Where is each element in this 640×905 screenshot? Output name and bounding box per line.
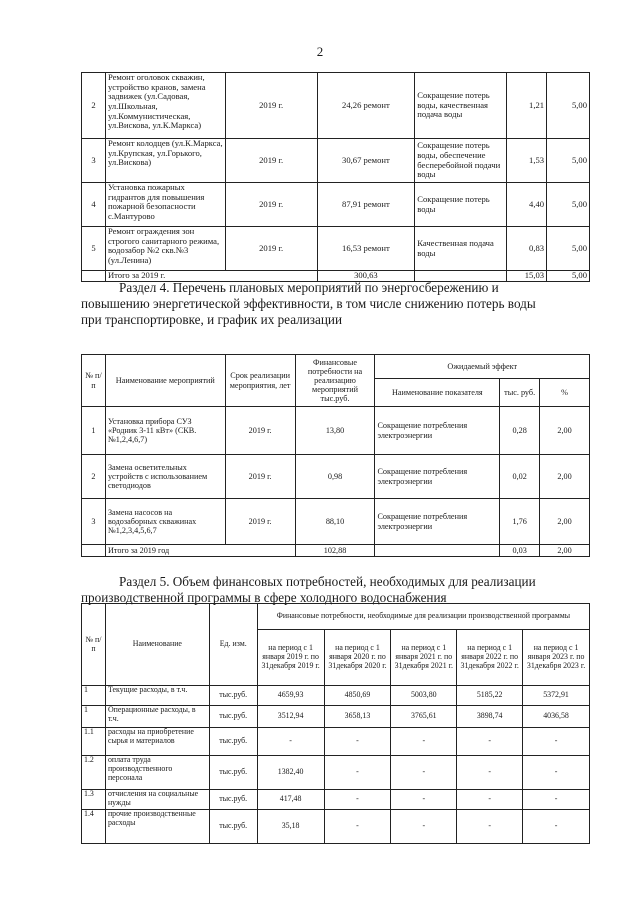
year-cell: 2019 г.: [225, 183, 317, 227]
item-name: Текущие расходы, в т.ч.: [105, 686, 209, 706]
value-cell: -: [391, 756, 457, 790]
table-row: [82, 73, 590, 139]
section5-heading: Раздел 5. Объем финансовых потребностей, необходимых для реализации производственной программы в сфере холодного водоснабжения: [81, 574, 536, 605]
row-number: 1: [82, 706, 106, 728]
measure-name: Ремонт оголовок скважин, устройство кранов, замена задвижек (ул.Садовая, ул.Школьная, ул.Коммунистическая, ул.Вискова, ул.К.Маркса): [105, 73, 225, 139]
row-number: 1.3: [82, 790, 106, 810]
cost-cell: 30,67 ремонт: [317, 139, 415, 183]
value-cell: 5185,22: [457, 686, 523, 706]
value-cell: 3765,61: [391, 706, 457, 728]
measure-name: Замена насосов на водозаборных скважинах №1,2,3,4,5,6,7: [105, 499, 225, 545]
value-cell: 35,18: [257, 810, 324, 844]
value-cell: -: [523, 810, 590, 844]
table-row: [82, 139, 590, 183]
total-value: 15,03: [507, 271, 547, 282]
section4-heading: Раздел 4. Перечень плановых мероприятий по энергосбережению и повышению энергетической эффективности, в том числе снижению потерь воды при транспортировке, и график их реализации: [81, 280, 536, 327]
year-cell: 2019 г.: [225, 499, 295, 545]
header-num: № п/п: [82, 355, 106, 407]
value-cell: 5,00: [547, 73, 590, 139]
value-cell: -: [257, 728, 324, 756]
value-cell: 2,00: [540, 499, 590, 545]
year-cell: 2019 г.: [225, 455, 295, 499]
value-cell: 4659,93: [257, 686, 324, 706]
indicator-cell: Сокращение потребления электроэнергии: [375, 407, 500, 455]
table-row: [82, 810, 590, 844]
year-cell: 2019 г.: [225, 227, 317, 271]
value-cell: 417,48: [257, 790, 324, 810]
unit-cell: тыс.руб.: [209, 790, 257, 810]
row-number: 3: [82, 499, 106, 545]
year-cell: 2019 г.: [225, 407, 295, 455]
header-name: Наименование мероприятий: [105, 355, 225, 407]
value-cell: 5,00: [547, 139, 590, 183]
header-effect: Ожидаемый эффект: [375, 355, 590, 379]
empty-cell: [82, 545, 106, 557]
item-name: Операционные расходы, в т.ч.: [105, 706, 209, 728]
row-number: 2: [82, 73, 106, 139]
header-name: Наименование: [105, 604, 209, 686]
value-cell: -: [391, 810, 457, 844]
effect-cell: Сокращение потерь воды: [415, 183, 507, 227]
row-number: 1.1: [82, 728, 106, 756]
year-cell: 2019 г.: [225, 73, 317, 139]
value-cell: -: [324, 810, 391, 844]
value-cell: 5372,91: [523, 686, 590, 706]
measure-name: Установка пожарных гидрантов для повышения пожарной безопасности с.Мантурово: [105, 183, 225, 227]
row-number: 1.4: [82, 810, 106, 844]
table-row: [82, 728, 590, 756]
financing-cell: 13,80: [295, 407, 375, 455]
value-cell: -: [324, 790, 391, 810]
cost-cell: 16,53 ремонт: [317, 227, 415, 271]
value-cell: 5003,80: [391, 686, 457, 706]
header-period: на период с 1 января 2019 г. по 31декабря 2019 г.: [257, 630, 324, 686]
unit-cell: тыс.руб.: [209, 706, 257, 728]
value-cell: -: [523, 728, 590, 756]
value-cell: 0,02: [500, 455, 540, 499]
financial-needs-table: [81, 603, 590, 844]
value-cell: -: [324, 756, 391, 790]
row-number: 3: [82, 139, 106, 183]
row-number: 2: [82, 455, 106, 499]
value-cell: 3658,13: [324, 706, 391, 728]
value-cell: -: [523, 790, 590, 810]
header-period: на период с 1 января 2023 г. по 31декабря 2023 г.: [523, 630, 590, 686]
value-cell: 5,00: [547, 227, 590, 271]
value-cell: -: [457, 756, 523, 790]
measure-name: Замена осветительных устройств с использованием светодиодов: [105, 455, 225, 499]
unit-cell: тыс.руб.: [209, 728, 257, 756]
effect-cell: Сокращение потерь воды, обеспечение бесперебойной подачи воды: [415, 139, 507, 183]
unit-cell: тыс.руб.: [209, 810, 257, 844]
value-cell: 4850,69: [324, 686, 391, 706]
value-cell: 1,21: [507, 73, 547, 139]
table-row: [82, 227, 590, 271]
value-cell: -: [457, 728, 523, 756]
value-cell: 3512,94: [257, 706, 324, 728]
value-cell: -: [457, 810, 523, 844]
effect-cell: Качественная подача воды: [415, 227, 507, 271]
row-number: 1: [82, 407, 106, 455]
table-row: [82, 790, 590, 810]
row-number: 1: [82, 686, 106, 706]
effect-cell: Сокращение потерь воды, качественная подача воды: [415, 73, 507, 139]
value-cell: 1382,40: [257, 756, 324, 790]
value-cell: -: [523, 756, 590, 790]
total-label: Итого за 2019 год: [105, 545, 295, 557]
total-value: 5,00: [547, 271, 590, 282]
total-row: [82, 545, 590, 557]
page-number: 2: [316, 44, 324, 59]
total-cost: 300,63: [317, 271, 415, 282]
table-row: [82, 183, 590, 227]
header-unit: тыс. руб.: [500, 379, 540, 407]
value-cell: 2,00: [540, 455, 590, 499]
header-period: на период с 1 января 2021 г. по 31декабря 2021 г.: [391, 630, 457, 686]
value-cell: 4036,58: [523, 706, 590, 728]
item-name: расходы на приобретение сырья и материалов: [105, 728, 209, 756]
value-cell: 0,83: [507, 227, 547, 271]
header-period: на период с 1 января 2020 г. по 31декабря 2020 г.: [324, 630, 391, 686]
year-cell: 2019 г.: [225, 139, 317, 183]
header-financing: Финансовые потребности, необходимые для реализации производственной программы: [257, 604, 589, 630]
table-row: [82, 756, 590, 790]
financing-cell: 0,98: [295, 455, 375, 499]
unit-cell: тыс.руб.: [209, 686, 257, 706]
table-row: [82, 686, 590, 706]
water-repair-table: [81, 72, 590, 282]
value-cell: -: [391, 728, 457, 756]
table-row: [82, 499, 590, 545]
value-cell: 1,76: [500, 499, 540, 545]
table-row: [82, 706, 590, 728]
empty-cell: [375, 545, 500, 557]
value-cell: 0,28: [500, 407, 540, 455]
measure-name: Установка прибора СУЗ «Родник 3-11 кВт» (СКВ.№1,2,4,6,7): [105, 407, 225, 455]
value-cell: 3898,74: [457, 706, 523, 728]
total-value: 2,00: [540, 545, 590, 557]
total-label: Итого за 2019 г.: [105, 271, 317, 282]
header-term: Срок реализации мероприятия, лет: [225, 355, 295, 407]
indicator-cell: Сокращение потребления электроэнергии: [375, 499, 500, 545]
financing-cell: 88,10: [295, 499, 375, 545]
indicator-cell: Сокращение потребления электроэнергии: [375, 455, 500, 499]
table-row: [82, 455, 590, 499]
unit-cell: тыс.руб.: [209, 756, 257, 790]
header-num: № п/п: [82, 604, 106, 686]
value-cell: 1,53: [507, 139, 547, 183]
total-financing: 102,88: [295, 545, 375, 557]
energy-saving-table: [81, 354, 590, 557]
value-cell: 4,40: [507, 183, 547, 227]
item-name: прочие производственные расходы: [105, 810, 209, 844]
cost-cell: 24,26 ремонт: [317, 73, 415, 139]
value-cell: -: [457, 790, 523, 810]
header-percent: %: [540, 379, 590, 407]
value-cell: -: [324, 728, 391, 756]
value-cell: 5,00: [547, 183, 590, 227]
item-name: отчисления на социальные нужды: [105, 790, 209, 810]
measure-name: Ремонт колодцев (ул.К.Маркса, ул.Крупская, ул.Горького, ул.Вискова): [105, 139, 225, 183]
row-number: 1.2: [82, 756, 106, 790]
header-financing: Финансовые потребности на реализацию мероприятий тыс.руб.: [295, 355, 375, 407]
value-cell: -: [391, 790, 457, 810]
item-name: оплата труда производственного персонала: [105, 756, 209, 790]
value-cell: 2,00: [540, 407, 590, 455]
row-number: 5: [82, 227, 106, 271]
header-period: на период с 1 января 2022 г. по 31декабря 2022 г.: [457, 630, 523, 686]
table-row: [82, 407, 590, 455]
measure-name: Ремонт ограждения зон строгого санитарного режима, водозабор №2 скв.№3 (ул.Ленина): [105, 227, 225, 271]
row-number: 4: [82, 183, 106, 227]
total-value: 0,03: [500, 545, 540, 557]
cost-cell: 87,91 ремонт: [317, 183, 415, 227]
header-indicator: Наименование показателя: [375, 379, 500, 407]
header-unit: Ед. изм.: [209, 604, 257, 686]
